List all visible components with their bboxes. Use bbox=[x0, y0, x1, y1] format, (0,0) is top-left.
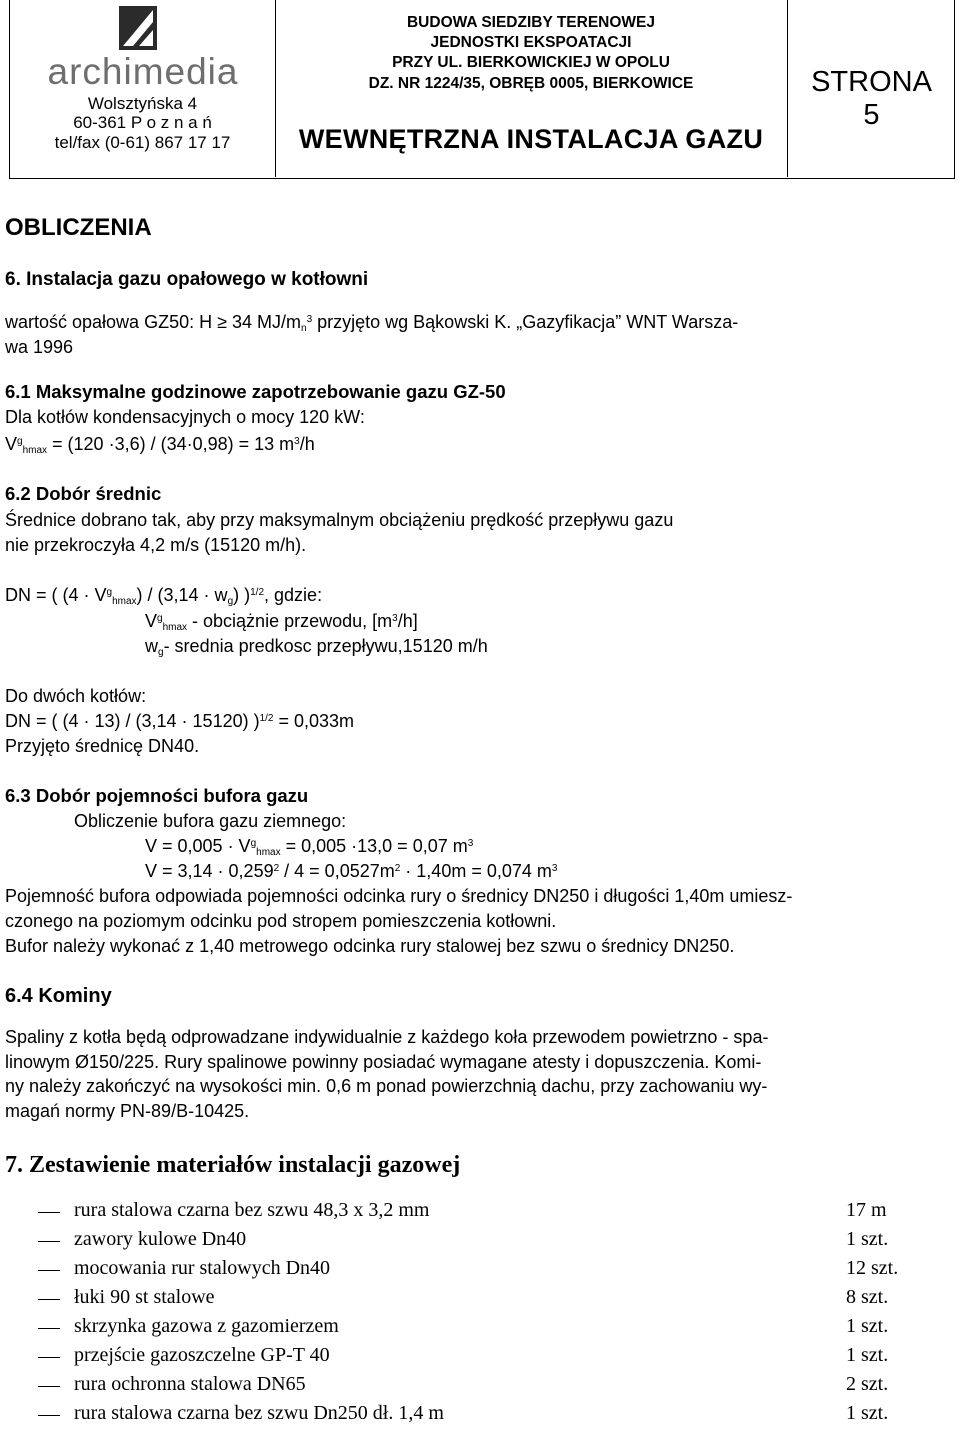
company-cell bbox=[10, 0, 276, 177]
material-quantity: 8 szt. bbox=[846, 1286, 889, 1308]
two-boilers-label: Do dwóch kotłów: bbox=[5, 686, 147, 706]
diameter-text-1: Średnice dobrano tak, aby przy maksymalnym obciążeniu prędkość przepływu gazu bbox=[5, 510, 674, 530]
project-cell bbox=[275, 0, 788, 177]
list-dash bbox=[38, 1270, 60, 1271]
accepted-diameter: Przyjęto średnicę DN40. bbox=[5, 736, 200, 756]
material-quantity: 17 m bbox=[846, 1199, 887, 1221]
material-name: przejście gazoszczelne GP-T 40 bbox=[74, 1344, 330, 1366]
project-line-2: JEDNOSTKI EKSPOATACJI bbox=[430, 34, 632, 51]
material-name: rura stalowa czarna bez szwu Dn250 dł. 1,4 m bbox=[74, 1402, 444, 1424]
material-quantity: 1 szt. bbox=[846, 1228, 889, 1250]
list-dash bbox=[38, 1212, 60, 1213]
boiler-power-line: Dla kotłów kondensacyjnych o mocy 120 kW: bbox=[5, 407, 365, 427]
buffer-paragraph-1: Pojemność bufora odpowiada pojemności odcinka rury o średnicy DN250 i długości 1,40m umiesz- bbox=[5, 886, 793, 906]
buffer-subtitle: Obliczenie bufora gazu ziemnego: bbox=[74, 811, 347, 831]
page-number: 5 bbox=[863, 99, 880, 131]
chimney-paragraph-2: linowym Ø150/225. Rury spalinowe powinny posiadać wymagane atesty i dopuszczenia. Komi- bbox=[5, 1052, 762, 1072]
project-line-1: BUDOWA SIEDZIBY TERENOWEJ bbox=[406, 14, 656, 31]
material-quantity: 1 szt. bbox=[846, 1315, 889, 1337]
page-label: STRONA bbox=[811, 66, 932, 98]
section-6-2-title: 6.2 Dobór średnic bbox=[5, 483, 162, 504]
section-6-title: 6. Instalacja gazu opałowego w kotłowni bbox=[5, 269, 369, 290]
buffer-paragraph-2: czonego na poziomym odcinku pod stropem pomieszczenia kotłowni. bbox=[5, 911, 557, 931]
max-demand-formula: $V^g_{hmax} = (120 \cdot 3,6) / (34\cdot 0,98) = 13$ $m^3/h$ bbox=[5, 434, 315, 456]
material-quantity: 2 szt. bbox=[846, 1373, 889, 1395]
list-dash bbox=[38, 1357, 60, 1358]
dn-formula: DN = ( $(4 \cdot V^g_{hmax}) / (3,14 \cdot w_g)$ )$^{1/2}$, gdzie: bbox=[5, 585, 323, 607]
heating-value-line: wartość opałowa GZ50: H ≥ 34 $MJ/m_n^3$ przyjęto wg Bąkowski K. „Gazyfikacja” WNT Warsza- bbox=[5, 312, 739, 334]
section-6-4-title: 6.4 Kominy bbox=[5, 985, 112, 1007]
material-name: mocowania rur stalowych Dn40 bbox=[74, 1257, 331, 1279]
company-logo-text: archimedia bbox=[47, 51, 239, 92]
address-street: Wolsztyńska 4 bbox=[87, 94, 198, 113]
project-line-3: PRZY UL. BIERKOWICKIEJ W OPOLU bbox=[392, 54, 670, 71]
document-title: WEWNĘTRZNA INSTALACJA GAZU bbox=[298, 124, 764, 154]
material-quantity: 1 szt. bbox=[846, 1344, 889, 1366]
project-line-4: DZ. NR 1224/35, OBRĘB 0005, BIERKOWICE bbox=[368, 75, 694, 92]
page-header bbox=[9, 0, 955, 179]
chimney-paragraph-3: ny należy zakończyć na wysokości min. 0,6 m ponad powierzchnią dachu, przy zachowaniu wy- bbox=[5, 1076, 768, 1096]
list-dash bbox=[38, 1328, 60, 1329]
buffer-formula-1: $V = 0,005 \cdot V^g_{hmax} = 0,005 \cdot 13,0 = 0,07$ $m^3$ bbox=[145, 836, 474, 858]
diameter-text-2: nie przekroczyła 4,2 m/s (15120 m/h). bbox=[5, 535, 307, 555]
archimedia-logo-icon bbox=[119, 6, 157, 50]
definition-load: $V^g_{hmax}$ - obciążnie przewodu, $[m^3/h]$ bbox=[145, 611, 418, 633]
list-dash bbox=[38, 1299, 60, 1300]
material-name: łuki 90 st stalowe bbox=[74, 1286, 215, 1308]
dn-result-formula: DN = ( (4 · 13) / (3,14 · 15120) )$^{1/2}$ = 0,033m bbox=[5, 711, 355, 731]
section-6-3-title: 6.3 Dobór pojemności bufora gazu bbox=[5, 785, 309, 806]
heating-value-line-2: wa 1996 bbox=[5, 337, 74, 357]
chimney-paragraph-1: Spaliny z kotła będą odprowadzane indywidualnie z każdego koła przewodem powietrzno - spa- bbox=[5, 1027, 769, 1047]
material-name: skrzynka gazowa z gazomierzem bbox=[74, 1315, 339, 1337]
buffer-paragraph-3: Bufor należy wykonać z 1,40 metrowego odcinka rury stalowej bez szwu o średnicy DN250. bbox=[5, 936, 735, 956]
address-phone: tel/fax (0-61) 867 17 17 bbox=[54, 133, 231, 152]
section-heading: OBLICZENIA bbox=[5, 214, 152, 241]
list-dash bbox=[38, 1415, 60, 1416]
chimney-paragraph-4: magań normy PN-89/B-10425. bbox=[5, 1101, 250, 1121]
ge-symbol: ≥ bbox=[217, 312, 227, 332]
list-dash bbox=[38, 1241, 60, 1242]
material-quantity: 1 szt. bbox=[846, 1402, 889, 1424]
address-city: 60-361 P o z n a ń bbox=[73, 113, 212, 132]
buffer-formula-2: $V = 3,14 \cdot 0,259^2 / 4 = 0,0527m^2 \cdot 1,40m = 0,074$ $m^3$ bbox=[145, 861, 558, 881]
material-name: rura stalowa czarna bez szwu 48,3 x 3,2 mm bbox=[74, 1199, 430, 1221]
list-dash bbox=[38, 1386, 60, 1387]
section-7-title: 7. Zestawienie materiałów instalacji gazowej bbox=[5, 1152, 461, 1178]
section-6-1-title: 6.1 Maksymalne godzinowe zapotrzebowanie gazu GZ-50 bbox=[5, 381, 506, 402]
material-name: rura ochronna stalowa DN65 bbox=[74, 1373, 306, 1395]
material-quantity: 12 szt. bbox=[846, 1257, 899, 1279]
material-name: zawory kulowe Dn40 bbox=[74, 1228, 247, 1250]
definition-velocity: $w_g-$ srednia predkosc przepływu,15120 m/h bbox=[145, 636, 488, 658]
